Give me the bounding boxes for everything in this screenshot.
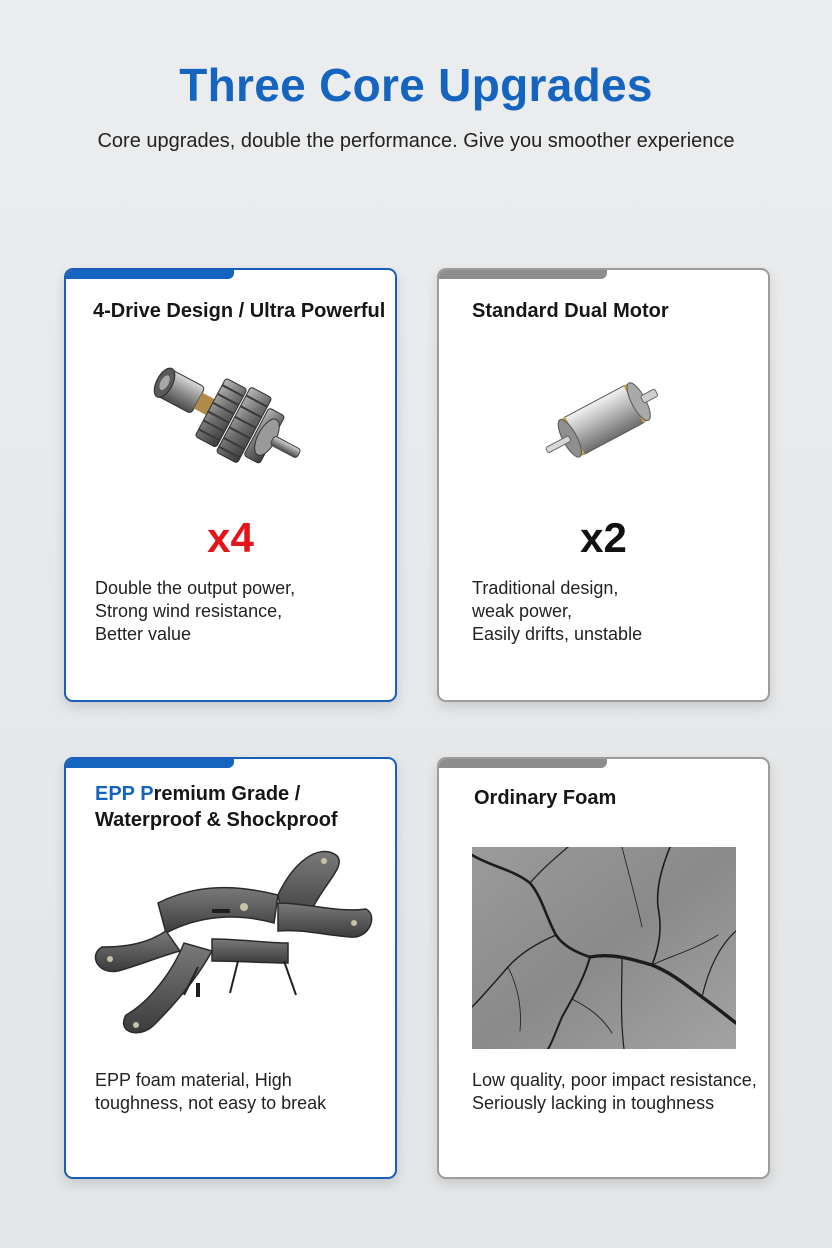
- card-accent-tab: [439, 759, 607, 768]
- card-standard-dual-motor: [437, 268, 770, 702]
- card-epp-premium-grade: [64, 757, 397, 1179]
- card-accent-tab: [66, 270, 234, 279]
- multiplier-x2: x2: [580, 514, 627, 561]
- card-title: Standard Dual Motor: [472, 300, 669, 322]
- page-title: Three Core Upgrades: [179, 59, 653, 111]
- multiplier-x4: x4: [207, 514, 254, 561]
- cracked-foam-surface-image: [472, 847, 736, 1049]
- card-description: Traditional design, weak power, Easily drifts, unstable: [472, 578, 643, 644]
- card-description: Double the output power, Strong wind resistance, Better value: [95, 578, 296, 644]
- title-highlight: EPP P: [95, 783, 154, 805]
- card-accent-tab: [66, 759, 234, 768]
- epp-foam-drone-frame-image: [88, 843, 378, 1039]
- gear-motor-assembly-image: [144, 344, 314, 490]
- page-subtitle: Core upgrades, double the performance. Give you smoother experience: [97, 130, 735, 152]
- card-description: Low quality, poor impact resistance, Seriously lacking in toughness: [472, 1070, 757, 1113]
- card-title: EPP Premium Grade / Waterproof & Shockproof: [95, 783, 338, 831]
- card-accent-tab: [439, 270, 607, 279]
- card-ordinary-foam: [437, 757, 770, 1179]
- small-dc-motor-image: [539, 368, 674, 470]
- card-description: EPP foam material, High toughness, not easy to break: [95, 1070, 327, 1113]
- card-title: 4-Drive Design / Ultra Powerful: [93, 300, 386, 322]
- card-title: Ordinary Foam: [474, 787, 617, 809]
- card-4-drive-design: [64, 268, 397, 702]
